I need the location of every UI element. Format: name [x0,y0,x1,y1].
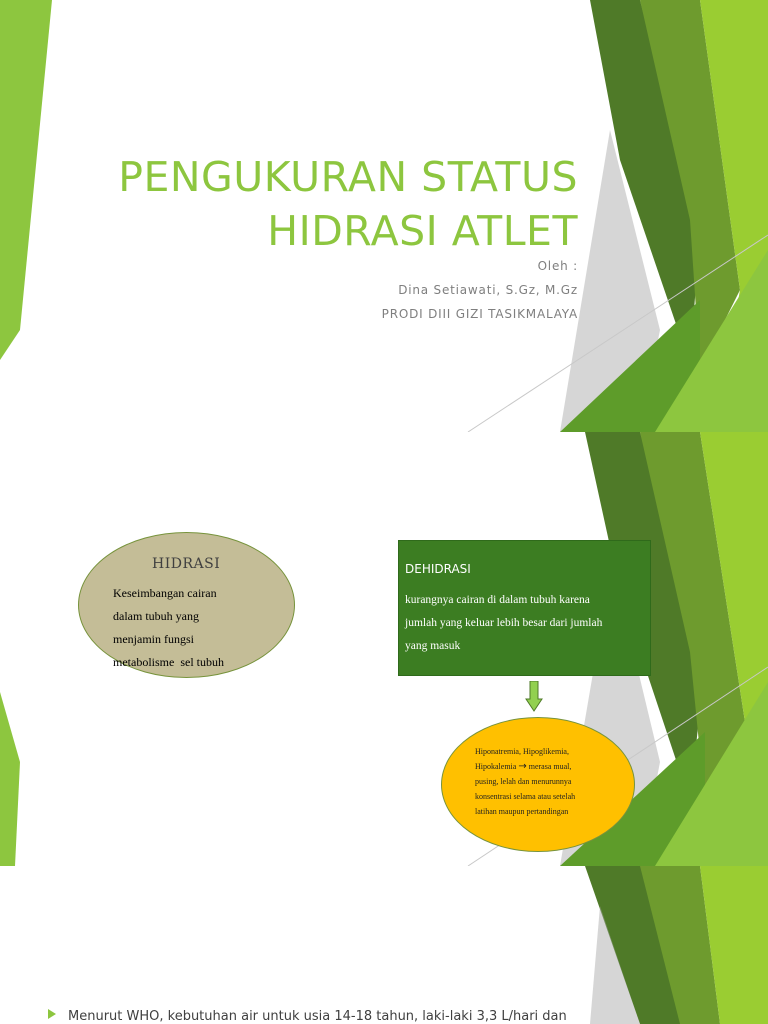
bullet-arrow-icon [48,1009,56,1019]
slide-1[interactable] [0,0,768,432]
dehidrasi-title: DEHIDRASI [405,562,471,576]
bullet-item [48,1005,567,1024]
hidrasi-line-1: Keseimbangan cairan [113,586,217,600]
symptoms-line-5: latihan maupun pertandingan [475,807,569,816]
dehidrasi-line-2: jumlah yang keluar lebih besar dari jumlah [405,617,603,629]
author-name: Dina Setiawati, S.Gz, M.Gz [398,283,578,297]
dehidrasi-line-3: yang masuk [405,640,461,652]
hidrasi-line-3: menjamin fungsi [113,632,194,646]
left-green-stripe [0,692,20,866]
slide-3[interactable] [0,866,768,1024]
institution-name: PRODI DIII GIZI TASIKMALAYA [381,307,578,321]
slide-title [118,150,578,258]
bullet-text: Menurut WHO, kebutuhan air untuk usia 14-18 tahun, laki-laki 3,3 L/hari dan [68,1009,567,1024]
slide-title-line-2: HIDRASI ATLET [267,207,578,255]
dehidrasi-description [405,589,645,658]
by-label: Oleh : [537,259,578,273]
slide-2[interactable] [0,432,768,866]
symptoms-line-4: konsentrasi selama atau setelah [475,792,576,801]
hidrasi-line-2: dalam tubuh yang [113,609,199,623]
symptoms-line-1: Hiponatremia, Hipoglikemia, [475,747,569,756]
symptoms-text [475,744,625,819]
slide-3-decoration [0,866,768,1024]
left-green-stripe [0,0,52,360]
symptoms-line-2b: merasa mual, [528,762,572,771]
hidrasi-description [113,582,273,674]
right-arrow-icon: → [518,761,527,772]
slide-title-line-1: PENGUKURAN STATUS [118,153,578,201]
down-arrow-icon [525,681,543,713]
hidrasi-title: HIDRASI [152,556,221,572]
dehidrasi-line-1: kurangnya cairan di dalam tubuh karena [405,594,590,606]
symptoms-line-3: pusing, lelah dan menurunnya [475,777,572,786]
symptoms-line-2a: Hipokalemia [475,762,517,771]
hidrasi-line-4: metabolisme sel tubuh [113,655,224,669]
